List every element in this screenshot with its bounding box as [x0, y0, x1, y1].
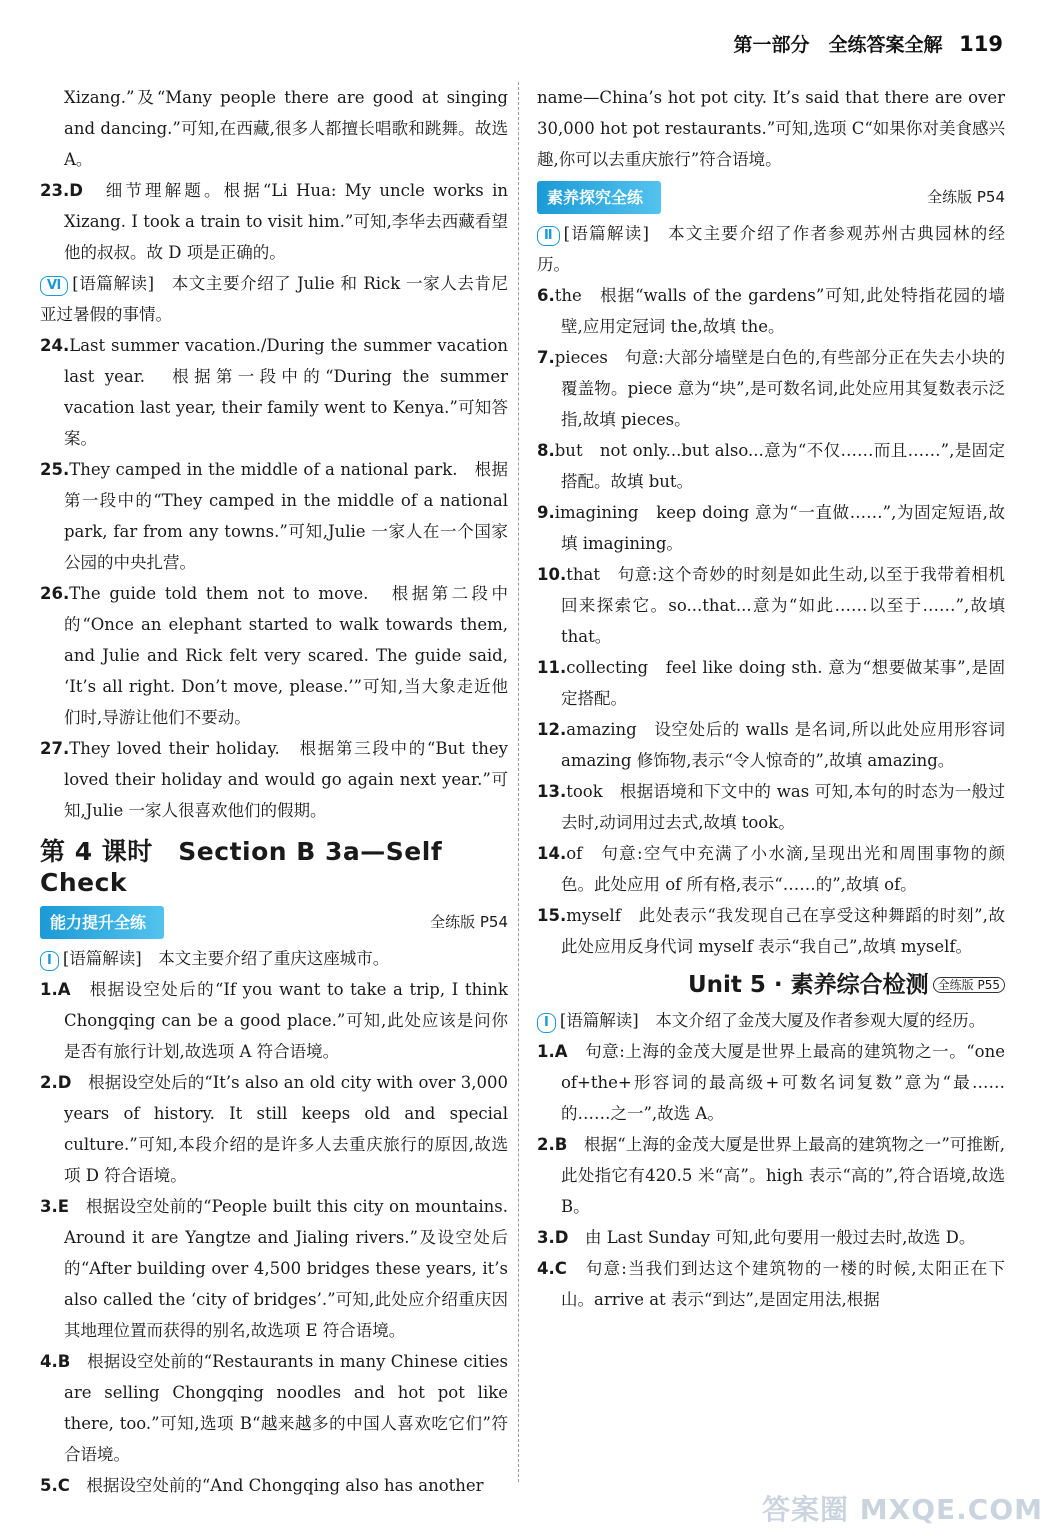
left-column: [40, 82, 508, 1501]
column-divider: [518, 82, 519, 1482]
right-column: [537, 82, 1005, 1315]
unit-title: Unit 5 · 素养综合检测 全练版 P55: [537, 970, 1005, 1001]
unit-answer-2: 2.B 根据“上海的金茂大厦是世界上最高的建筑物之一”可推断,此处指它有420.5 米“高”。high 表示“高的”,符合语境,故选 B。: [537, 1135, 1005, 1216]
section-banner: 素养探究全练: [537, 181, 661, 214]
page-number: 119: [959, 32, 1003, 56]
unit-answer-4: 4.C 句意:当我们到达这个建筑物的一楼的时候,太阳正在下山。arrive at 表示“到达”,是固定用法,根据: [537, 1259, 1006, 1309]
answer-11: 11.collecting feel like doing sth. 意为“想要做某事”,是固定搭配。: [537, 658, 1005, 708]
banner-reference: 全练版 P54: [927, 188, 1005, 206]
answer-3: 3.E 根据设空处前的“People built this city on mountains. Around it are Yangtze and Jialing rivers.”及设空处后的“After building over 4,500 bridges these years, it’s also called the ‘city of bridges’.”可知,此处应介绍重庆因其地理位置而获得的别名,故选项 E 符合语境。: [40, 1197, 509, 1340]
answer-9: 9.imagining keep doing 意为“一直做……”,为固定短语,故填 imagining。: [537, 503, 1005, 553]
unit-reference: 全练版 P55: [933, 977, 1005, 993]
section-title: 第一部分 全练答案全解: [733, 34, 943, 56]
section-banner: 能力提升全练: [40, 906, 164, 939]
banner-reference: 全练版 P54: [430, 913, 508, 931]
answer-24: 24.Last summer vacation./During the summer vacation last year. 根据第一段中的“During the summer vacation last year, their family went to Kenya.”可知答案。: [40, 336, 508, 448]
answer-13: 13.took 根据语境和下文中的 was 可知,本句的时态为一般过去时,动词用过去式,故填 took。: [537, 782, 1005, 832]
unit-answer-1: 1.A 句意:上海的金茂大厦是世界上最高的建筑物之一。“one of+the+形容词的最高级+可数名词复数”意为“最……的……之一”,故选 A。: [537, 1042, 1005, 1123]
answer-4: 4.B 根据设空处前的“Restaurants in many Chinese cities are selling Chongqing noodles and hot pot like there, too.”可知,选项 B“越来越多的中国人喜欢吃它们”符合语境。: [40, 1352, 508, 1464]
answer-15: 15.myself 此处表示“我发现自己在享受这种舞蹈的时刻”,故此处应用反身代词 myself 表示“我自己”,故填 myself。: [537, 906, 1005, 956]
answer-27: 27.They loved their holiday. 根据第三段中的“But they loved their holiday and would go again next year.”可知,Julie 一家人很喜欢他们的假期。: [40, 739, 508, 820]
page-header: [734, 30, 1003, 57]
answer-23: 23.D 细节理解题。根据“Li Hua: My uncle works in Xizang. I took a train to visit him.”可知,李华去西藏看望他的叔叔。故 D 项是正确的。: [40, 181, 509, 262]
answer-7: 7.pieces 句意:大部分墙壁是白色的,有些部分正在失去小块的覆盖物。piece 意为“块”,是可数名词,此处应用其复数表示泛指,故填 pieces。: [537, 348, 1005, 429]
answer-1: 1.A 根据设空处后的“If you want to take a trip, I think Chongqing can be a good place.”可知,此处应该是问你是否有旅行计划,故选项 A 符合语境。: [40, 980, 509, 1061]
section-banner-row: [537, 181, 1005, 214]
answer-2: 2.D 根据设空处后的“It’s also an old city with over 3,000 years of history. It still keeps old and special culture.”可知,本段介绍的是许多人去重庆旅行的原因,故选项 D 符合语境。: [40, 1073, 508, 1185]
watermark-logo: 答案圈 MXQE.COM: [762, 1493, 1043, 1526]
answer-26: 26.The guide told them not to move. 根据第二段中的“Once an elephant started to walk towards them, and Julie and Rick felt very scared. The guide said, ‘It’s all right. Don’t move, please.’”可知,当大象走近他们时,导游让他们不要动。: [40, 584, 508, 727]
answer-12: 12.amazing 设空处后的 walls 是名词,所以此处应用形容词 amazing 修饰物,表示“令人惊奇的”,故填 amazing。: [537, 720, 1005, 770]
lesson-title: 第 4 课时 Section B 3a—Self Check: [40, 837, 443, 897]
section-banner-row: [40, 906, 508, 939]
answer-25: 25.They camped in the middle of a national park. 根据第一段中的“They camped in the middle of a national park, far from any towns.”可知,Julie 一家人在一个国家公园的中央扎营。: [40, 460, 508, 572]
answer-6: 6.the 根据“walls of the gardens”可知,此处特指花园的墙壁,应用定冠词 the,故填 the。: [537, 286, 1005, 336]
answer-continuation: name—China’s hot pot city. It’s said that there are over 30,000 hot pot restaurants.”可知,选项 C“如果你对美食感兴趣,你可以去重庆旅行”符合语境。: [537, 88, 1005, 169]
unit-answer-3: 3.D 由 Last Sunday 可知,此句要用一般过去时,故选 D。: [537, 1228, 976, 1247]
answer-5: 5.C 根据设空处前的“And Chongqing also has another: [40, 1476, 484, 1495]
answer-10: 10.that 句意:这个奇妙的时刻是如此生动,以至于我带着相机回来探索它。so...that...意为“如此……以至于……”,故填 that。: [537, 565, 1005, 646]
passage-summary-ii: Ⅱ [语篇解读] 本文主要介绍了作者参观苏州古典园林的经历。: [537, 224, 1005, 274]
passage-summary-vi: Ⅵ [语篇解读] 本文主要介绍了 Julie 和 Rick 一家人去肯尼亚过暑假的事情。: [40, 274, 508, 324]
answer-continuation: Xizang.”及“Many people there are good at singing and dancing.”可知,在西藏,很多人都擅长唱歌和跳舞。故选 A。: [64, 88, 508, 169]
passage-summary-unit-i: Ⅰ [语篇解读] 本文介绍了金茂大厦及作者参观大厦的经历。: [537, 1005, 1005, 1036]
answer-14: 14.of 句意:空气中充满了小水滴,呈现出光和周围事物的颜色。此处应用 of 所有格,表示“……的”,故填 of。: [537, 844, 1005, 894]
passage-summary-i: Ⅰ [语篇解读] 本文主要介绍了重庆这座城市。: [40, 943, 508, 974]
answer-8: 8.but not only...but also...意为“不仅……而且……”,是固定搭配。故填 but。: [537, 441, 1005, 491]
